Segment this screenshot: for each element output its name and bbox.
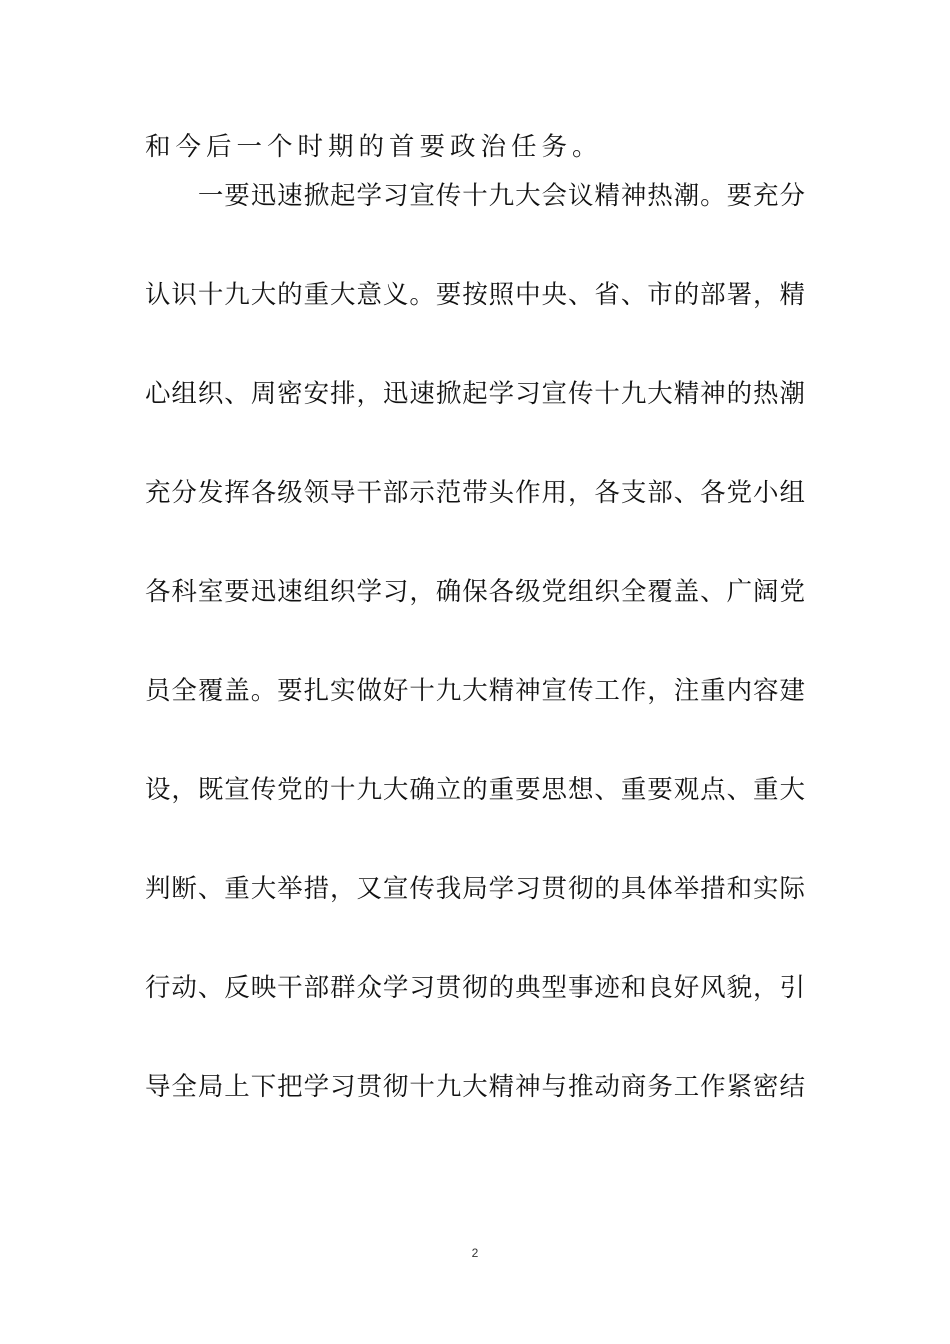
text-line-9: 判断、重大举措，又宣传我局学习贯彻的具体举措和实际 — [145, 874, 805, 904]
text-line-3: 认识十九大的重大意义。要按照中央、省、市的部署，精 — [145, 280, 805, 310]
text-line-11: 导全局上下把学习贯彻十九大精神与推动商务工作紧密结 — [145, 1072, 805, 1102]
text-line-5: 充分发挥各级领导干部示范带头作用，各支部、各党小组 — [145, 478, 805, 508]
text-line-2: 一要迅速掀起学习宣传十九大会议精神热潮。要充分 — [145, 181, 805, 211]
text-line-4: 心组织、周密安排，迅速掀起学习宣传十九大精神的热潮 — [145, 379, 805, 409]
text-line-7: 员全覆盖。要扎实做好十九大精神宣传工作，注重内容建 — [145, 676, 805, 706]
text-line-6: 各科室要迅速组织学习，确保各级党组织全覆盖、广阔党 — [145, 577, 805, 607]
page-number: 2 — [471, 1246, 479, 1260]
text-line-10: 行动、反映干部群众学习贯彻的典型事迹和良好风貌，引 — [145, 973, 805, 1003]
text-line-8: 设，既宣传党的十九大确立的重要思想、重要观点、重大 — [145, 775, 805, 805]
text-line-1: 和今后一个时期的首要政治任务。 — [145, 132, 603, 162]
